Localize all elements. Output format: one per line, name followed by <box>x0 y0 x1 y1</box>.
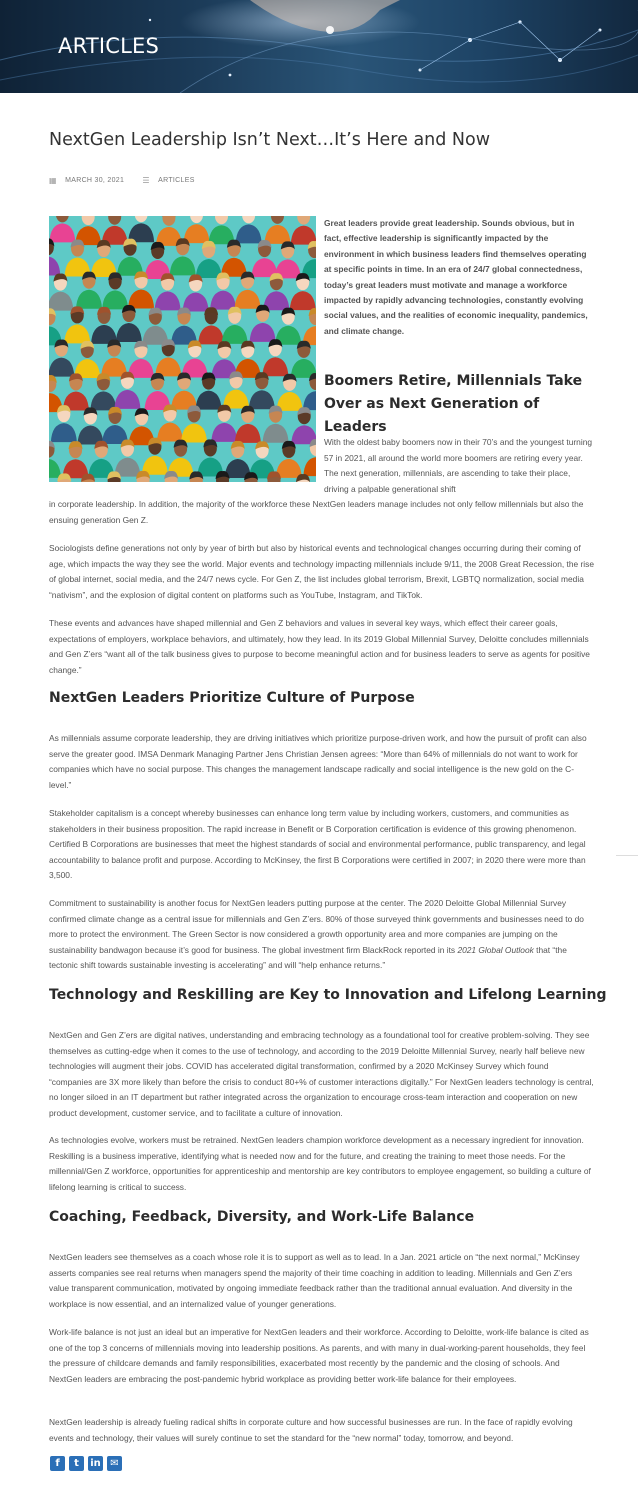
crowd-illustration <box>49 216 316 482</box>
email-icon[interactable]: ✉ <box>107 1456 122 1471</box>
post-title: NextGen Leadership Isn’t Next…It’s Here and Now <box>49 130 491 150</box>
twitter-icon[interactable]: t <box>69 1456 84 1471</box>
section-heading-coaching: Coaching, Feedback, Diversity, and Work-Life Balance <box>49 1209 475 1225</box>
boomers-paragraph-1-side: With the oldest baby boomers now in their 70’s and the youngest turning 57 in 2021, all around the world more boomers are retiring every year. The next generation, millennials, are ascending to take their place, driving a palpable generational shift <box>324 437 593 494</box>
section-heading-boomers: Boomers Retire, Millennials Take Over as Next Generation of Leaders <box>324 373 583 435</box>
purpose-paragraph-3-b: that “the tectonic shift towards sustainable investing is accelerating” and will “help enhance returns.” <box>49 944 567 971</box>
purpose-paragraph-1: As millennials assume corporate leadership, they are driving initiatives which prioritize purpose-driven work, and how the pursuit of profit can also serve the greater good. IMSA Denmark Managing Partner Jens Christian Jensen agrees: “More than 64% of millennials do not want to work for companies which have no social purpose. This changes the management landscape radically and social intelligence is the new gold on the C-level.” <box>49 733 587 790</box>
calendar-icon: ▦ <box>49 176 57 185</box>
boomers-paragraph-2: Sociologists define generations not only by year of birth but also by historical events and technological changes occurring during their coming of age, which impacts the way they see the world. Major events and technology impacting millennials include 9/11, the 2008 Great Recession, the rise of global internet, social media, and the 24/7 news cycle. For Gen Z, the list includes global terrorism, Brexit, LGBTQ normalization, social media “nativism”, and the explosion of digital content on platforms such as YouTube, Instagram, and TikTok. <box>49 543 594 600</box>
global-outlook-title: 2021 Global Outlook <box>457 944 534 955</box>
scroll-marker <box>616 855 638 856</box>
boomers-paragraph-1-continued: in corporate leadership. In addition, the majority of the workforce these NextGen leaders manage includes not only fellow millennials but also the ensuing generation Gen Z. <box>49 499 584 525</box>
page-banner <box>0 0 638 93</box>
coaching-paragraph-2: Work-life balance is not just an ideal but an imperative for NextGen leaders and their workforce. According to Deloitte, work-life balance is cited as one of the top 3 concerns of millennials moving into leadership positions. As parents, and with many in dual-working-parent households, they feel the pressure of childcare demands and family responsibilities, exacerbated most recently by the pandemic and the closing of schools. And NextGen leaders are embracing the post-pandemic hybrid workplace as providing better work-life balance for their employees. <box>49 1327 589 1384</box>
coaching-paragraph-1: NextGen leaders see themselves as a coach whose role it is to support as well as to lead. In a Jan. 2021 article on “the next normal,” McKinsey asserts companies see real returns when managers spend the majority of their time coaching in addition to leading. Millennials and Gen Z’ers value transparent communication, motivated by ongoing immediate feedback rather than the traditional annual evaluation. And diversity in the workplace is now essential, and an internalized value of younger generations. <box>49 1252 580 1309</box>
boomers-paragraph-3: These events and advances have shaped millennial and Gen Z behaviors and values in several key ways, which effect their career goals, expectations of employers, workplace behaviors, and ultimately, how they lead. In its 2019 Global Millennial Survey, Deloitte concludes millennials and Gen Z’ers “want all of the talk business gives to purpose to become meaningful action and for business leaders to serve as agents for positive change.” <box>49 618 590 675</box>
intro-paragraph: Great leaders provide great leadership. Sounds obvious, but in fact, effective leadership is significantly impacted by the environment in which business leaders find themselves operating at specific points in time. In an era of 24/7 global connectedness, today’s great leaders must motivate and manage a workforce impacted by rapidly advancing technologies, constantly evolving social values, and the realities of economic inequality, pandemics, and climate change. <box>324 218 588 336</box>
post-date[interactable]: MARCH 30, 2021 <box>65 177 125 184</box>
purpose-paragraph-3-a: Commitment to sustainability is another focus for NextGen leaders putting purpose at the center. The 2020 Deloitte Global Millennial Survey confirmed climate change as a central issue for millennials and Gen Z’ers. 80% of those surveyed think governments and businesses need to do more to protect the environment. The Green Sector is now considered a growth opportunity area and more companies are jumping on the sustainability bandwagon because it’s good for business. The global investment firm BlackRock reported in its <box>49 898 584 955</box>
crowd-illustration-art <box>49 216 316 482</box>
purpose-paragraph-2: Stakeholder capitalism is a concept whereby businesses can enhance long term value by including workers, customers, and communities as stakeholders in their business proposition. The rapid increase in Benefit or B Corporation certification is evidence of this growing phenomenon. Certified B Corporations are businesses that meet the highest standards of social and environmental performance, public transparency, and legal accountability to balance profit and purpose. According to McKinsey, the first B Corporations were certified in 2007; in 2020 there were more than 3,500. <box>49 808 586 881</box>
coaching-paragraph-3: NextGen leadership is already fueling radical shifts in corporate culture and how successful businesses are run. In the face of rapidly evolving events and technology, their values will surely continue to set the standard for the “new normal” today, tomorrow, and beyond. <box>49 1417 573 1443</box>
section-heading-purpose: NextGen Leaders Prioritize Culture of Purpose <box>49 690 415 706</box>
purpose-paragraph-3 <box>49 896 594 974</box>
banner-title: ARTICLES <box>58 34 160 58</box>
list-icon: ☰ <box>142 176 150 185</box>
technology-paragraph-2: As technologies evolve, workers must be retrained. NextGen leaders champion workforce development as a necessary ingredient for innovation. Reskilling is a business imperative, identifying what is needed now and for the future, and creating the training to meet those needs. For the millennial/Gen Z workforce, opportunities for apprenticeship and mentorship are key contributors to employee engagement, so building a culture of lifelong learning is critical to success. <box>49 1135 591 1192</box>
section-heading-technology: Technology and Reskilling are Key to Innovation and Lifelong Learning <box>49 987 607 1003</box>
facebook-icon[interactable]: f <box>50 1456 65 1471</box>
linkedin-icon[interactable]: in <box>88 1456 103 1471</box>
share-buttons <box>50 1456 122 1471</box>
post-meta <box>49 176 195 185</box>
post-category-link[interactable]: ARTICLES <box>158 177 195 184</box>
technology-paragraph-1: NextGen and Gen Z’ers are digital natives, understanding and embracing technology as a foundational tool for creative problem-solving. They see themselves as cutting-edge when it comes to the use of technology, and according to the 2019 Deloitte Millennial Survey, nearly half believe new technologies will augment their jobs. COVID has accelerated digital transformation, confirmed by a 2020 McKinsey Survey which found “companies are 3X more likely than before the crisis to conduct 80+% of customer interactions digitally.” For NextGen leaders technology is central, no longer siloed in an IT department but rather integrated across the organization to encourage cross-team interaction and cooperation on new product development, customer service, and to facilitate a culture of innovation. <box>49 1030 594 1118</box>
